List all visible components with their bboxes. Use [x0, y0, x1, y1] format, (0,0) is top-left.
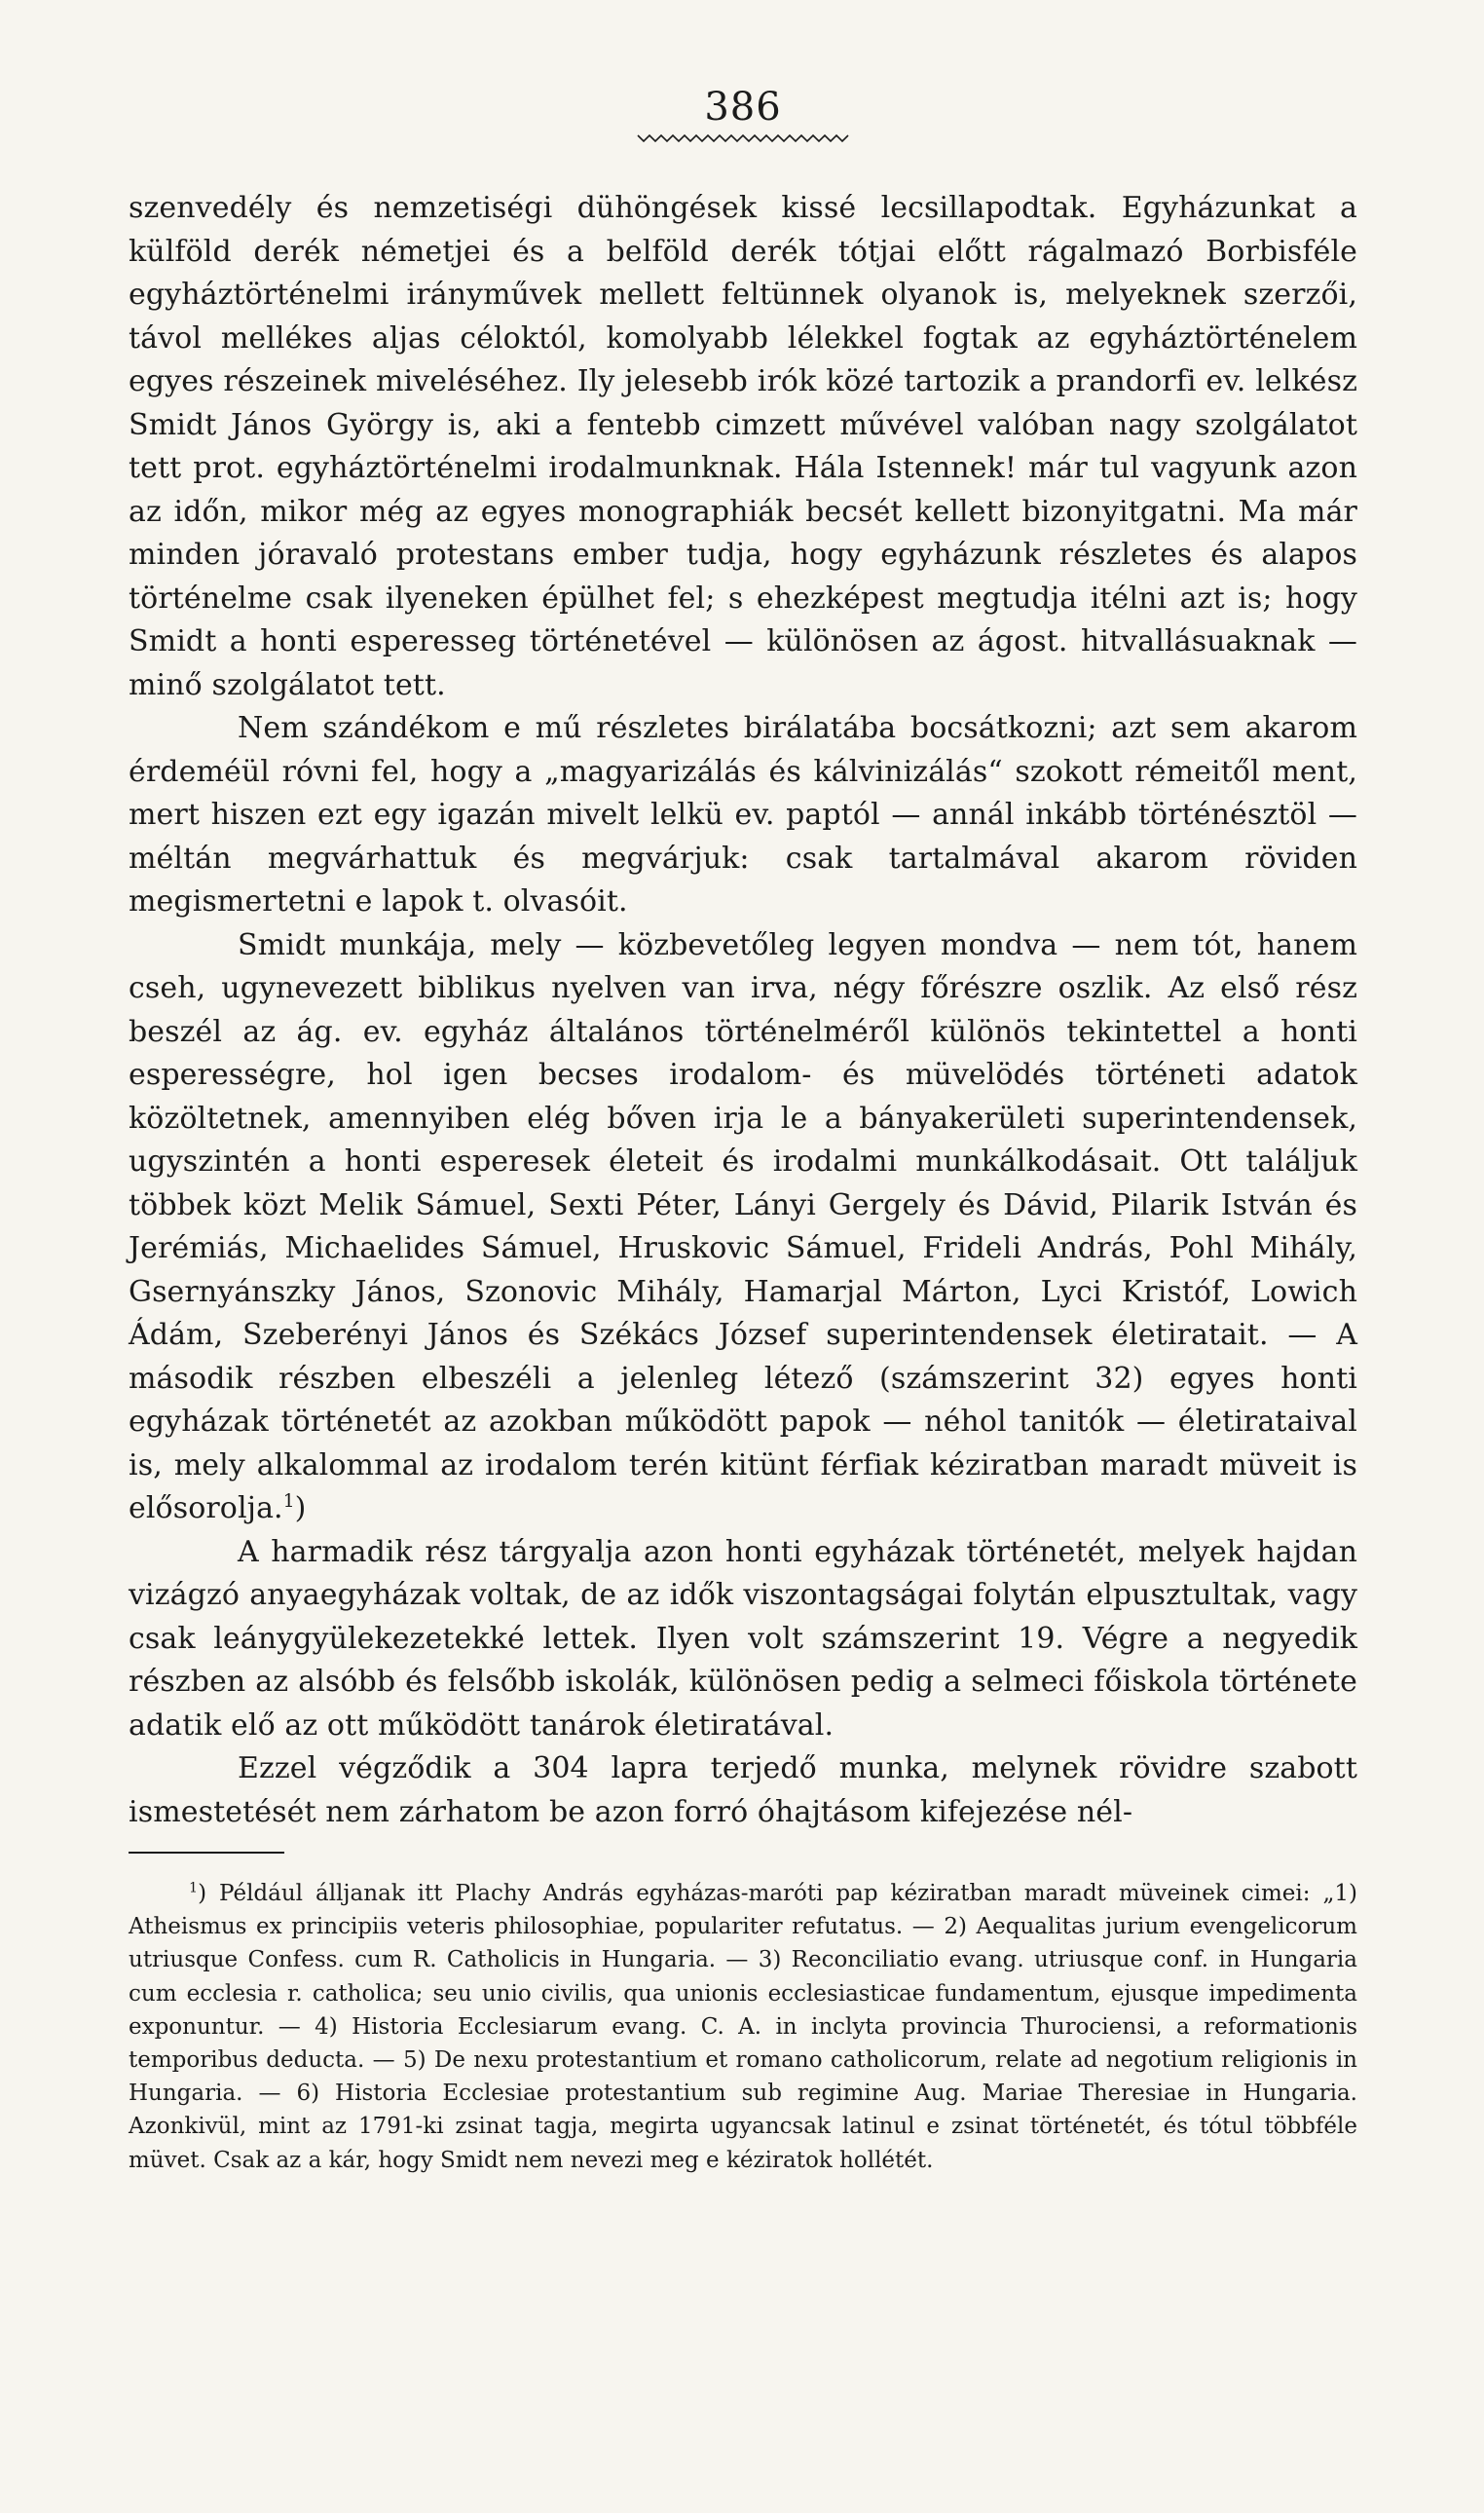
paragraph-5: Ezzel végződik a 304 lapra terjedő munka, melynek rövidre szabott ismestetését nem zárhatom be azon forró óhajtásom kifejezése nél-	[129, 1751, 1357, 1829]
footnote-mark-paren: )	[198, 1881, 207, 1906]
paragraph-3	[129, 924, 1357, 1531]
body-text	[129, 187, 1357, 1834]
paragraph-3-text: Smidt munkája, mely — közbevetőleg legyen mondva — nem tót, hanem cseh, ugynevezett biblikus nyelven van irva, négy főrészre oszlik. Az első rész beszél az ág. ev. egyház általános történelméről különös tekintettel a honti esperességre, hol igen becses irodalom- és müvelödés történeti adatok közöltetnek, amennyiben elég bőven irja le a bányakerületi superintendensek, ugyszintén a honti esperesek életeit és irodalmi munkálkodásait. Ott találjuk többek közt Melik Sámuel, Sexti Péter, Lányi Gergely és Dávid, Pilarik István és Jerémiás, Michaelides Sámuel, Hruskovic Sámuel, Frideli András, Pohl Mihály, Gsernyánszky János, Szonovic Mihály, Hamarjal Márton, Lyci Kristóf, Lowich Ádám, Szeberényi János és Székács József superintendensek életiratait. — A második részben elbeszéli a jelenleg létező (számszerint 32) egyes honti egyházak történetét az azokban működött papok — néhol tanitók — életirataival is, mely alkalommal az irodalom terén kitünt férfiak kéziratban maradt müveit is elősorolja.	[129, 927, 1357, 1525]
footnote-reference-paren: )	[294, 1491, 307, 1525]
footnote-text	[129, 1877, 1357, 2177]
paragraph-2: Nem szándékom e mű részletes birálatába bocsátkozni; azt sem akarom érdeméül róvni fel, hogy a „magyarizálás és kálvinizálás“ szokott rémeitől ment, mert hiszen ezt egy igazán mivelt lelkü ev. paptól — annál inkább történésztöl — méltán megvárhattuk és megvárjuk: csak tartalmával akarom röviden megismertetni e lapok t. olvasóit.	[129, 711, 1357, 919]
paragraph-4: A harmadik rész tárgyalja azon honti egyházak történetét, melyek hajdan vizágzó anyaegyházak voltak, de az idők viszontagságai folytán elpusztultak, vagy csak leánygyülekezetekké lettek. Ilyen volt számszerint 19. Végre a negyedik részben az alsóbb és felsőbb iskolák, különösen pedig a selmeci főiskola története adatik elő az ott működött tanárok életiratával.	[129, 1534, 1357, 1743]
wavy-ornament-icon	[636, 131, 850, 144]
footnote-divider	[129, 1852, 284, 1854]
footnote	[129, 1877, 1357, 2177]
book-page	[129, 85, 1357, 2177]
paragraph-1: szenvedély és nemzetiségi dühöngések kissé lecsillapodtak. Egyházunkat a külföld derék németjei és a belföld derék tótjai előtt rágalmazó Borbisféle egyháztörténelmi irányművek mellett feltünnek olyanok is, melyeknek szerzői, távol mellékes aljas céloktól, komolyabb lélekkel fogtak az egyháztörténelem egyes részeinek miveléséhez. Ily jelesebb irók közé tartozik a prandorfi ev. lelkész Smidt János György is, aki a fentebb cimzett művével valóban nagy szolgálatot tett prot. egyháztörténelmi irodalmunknak. Hála Istennek! már tul vagyunk azon az időn, mikor még az egyes monographiák becsét kellett bizonyitgatni. Ma már minden jóravaló protestans ember tudja, hogy egyházunk részletes és alapos történelme csak ilyeneken épülhet fel; s ehezképest megtudja itélni azt is; hogy Smidt a honti esperesseg történetével — különösen az ágost. hitvallásuaknak — minő szolgálatot tett.	[129, 191, 1357, 702]
footnote-mark: 1	[189, 1880, 199, 1896]
footnote-reference[interactable]: 1	[282, 1491, 295, 1512]
page-number: 386	[704, 85, 782, 130]
footnote-body: Például álljanak itt Plachy András egyházas-maróti pap kéziratban maradt müveinek cimei: „1) Atheismus ex principiis veteris philosophiae, populariter refutatus. — 2) Aequalitas jurium evengelicorum utriusque Confess. cum R. Catholicis in Hungaria. — 3) Reconciliatio evang. utriusque conf. in Hungaria cum ecclesia r. catholica; seu unio civilis, qua unionis ecclesiasticae fundamentum, ejusque impedimenta exponuntur. — 4) Historia Ecclesiarum evang. C. A. in inclyta provincia Thurociensi, a reformationis temporibus deducta. — 5) De nexu protestantium et romano catholicorum, relate ad negotium religionis in Hungaria. — 6) Historia Ecclesiae protestantium sub regimine Aug. Mariae Theresiae in Hungaria. Azonkivül, mint az 1791-ki zsinat tagja, megirta ugyancsak latinul e zsinat történetét, és tótul többféle müvet. Csak az a kár, hogy Smidt nem nevezi meg e kéziratok hollétét.	[129, 1881, 1357, 2173]
